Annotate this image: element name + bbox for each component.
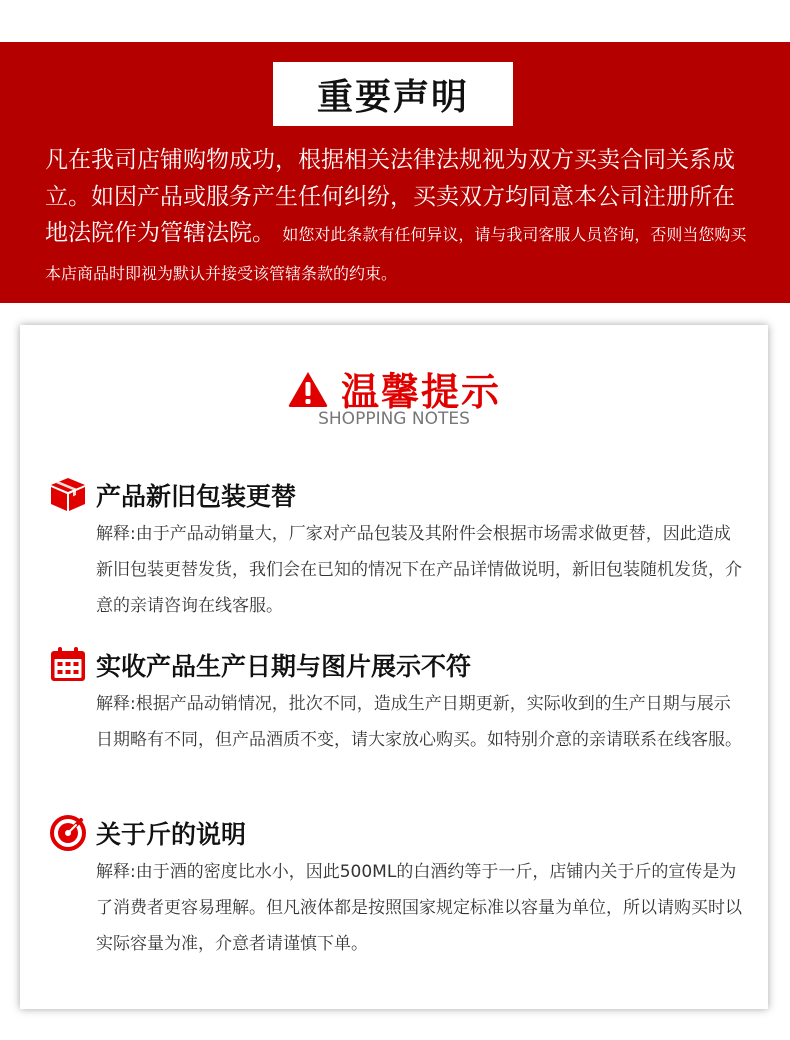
gauge-icon: [48, 813, 88, 851]
note-item-title: 产品新旧包装更替: [96, 482, 297, 511]
shopping-notes-card: [20, 325, 768, 1009]
note-item-title: 实收产品生产日期与图片展示不符: [96, 652, 472, 681]
statement-banner: [0, 42, 790, 303]
box-icon: [48, 475, 88, 513]
note-item-desc: 解释:由于酒的密度比水小，因此500ML的白酒约等于一斤，店铺内关于斤的宣传是为了消费者更容易理解。但凡液体都是按照国家规定标准以容量为单位，所以请购买时以实际容量为准，介意者请谨慎下单。: [96, 862, 742, 954]
banner-text-main: 凡在我司店铺购物成功，根据相关法律法规视为双方买卖合同关系成立。如因产品或服务产生任何纠纷，买卖双方均同意本公司注册所在地法院作为管辖法院。: [45, 147, 735, 246]
banner-text-small: 如您对此条款有任何异议，请与我司客服人员咨询，否则当您购买本店商品时即视为默认并接受该管辖条款的约束。: [45, 225, 747, 283]
banner-text: [45, 142, 750, 292]
banner-title-box: [273, 62, 513, 126]
note-item-desc: 解释:由于产品动销量大，厂家对产品包装及其附件会根据市场需求做更替，因此造成新旧包装更替发货，我们会在已知的情况下在产品详情做说明，新旧包装随机发货，介意的亲请咨询在线客服。: [96, 524, 742, 616]
warning-triangle-icon: [287, 370, 329, 408]
calendar-icon: [48, 645, 88, 683]
notes-header: [20, 361, 768, 416]
note-item-title: 关于斤的说明: [96, 820, 247, 849]
notes-title: 温馨提示: [340, 370, 501, 414]
notes-subtitle: SHOPPING NOTES: [318, 409, 470, 429]
note-item-desc: 解释:根据产品动销情况，批次不同，造成生产日期更新，实际收到的生产日期与展示日期略有不同，但产品酒质不变，请大家放心购买。如特别介意的亲请联系在线客服。: [96, 694, 742, 750]
banner-title: 重要声明: [316, 76, 469, 118]
